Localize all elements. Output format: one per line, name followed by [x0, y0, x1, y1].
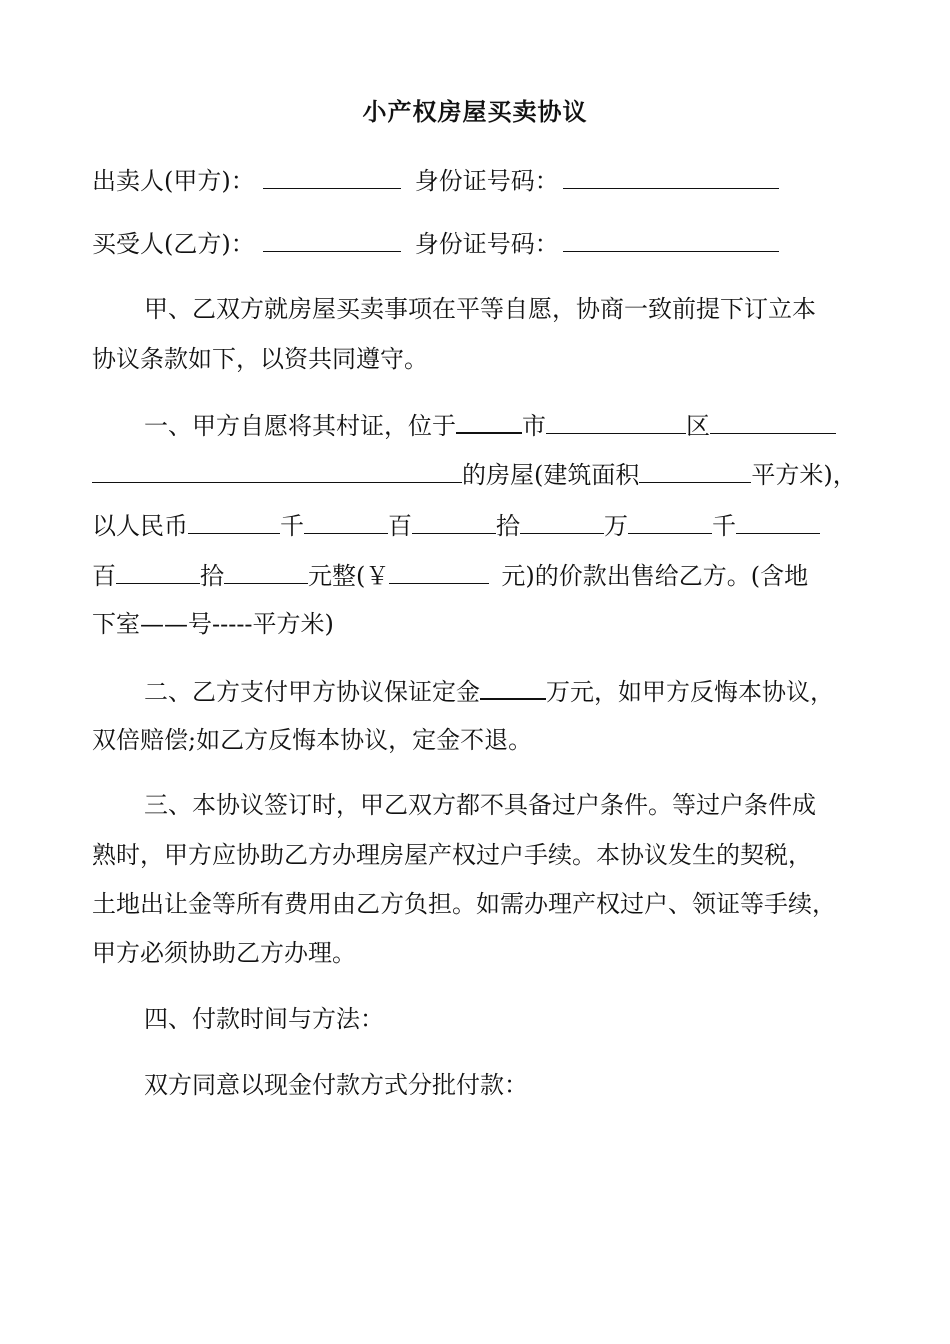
- amount-blank-2: [304, 509, 388, 534]
- deposit-terms-text: 双倍赔偿;如乙方反悔本协议，定金不退。: [92, 726, 533, 754]
- clause-1-line-4: [92, 559, 872, 592]
- amount-blank-3: [412, 509, 496, 534]
- intro-text-2: 协议条款如下，以资共同遵守。: [92, 345, 428, 373]
- clause-3-text-2: 熟时，甲方应协助乙方办理房屋产权过户手续。本协议发生的契税，: [92, 841, 812, 869]
- unit-bai-1: 百: [388, 512, 412, 540]
- clause-1-line-3: [92, 509, 872, 542]
- district-label: 区: [686, 412, 710, 440]
- area-blank: [639, 458, 751, 483]
- amount-blank-4: [520, 509, 604, 534]
- clause-4-paragraph: [144, 1069, 872, 1101]
- district-city-blank: [546, 409, 686, 434]
- unit-bai-2: 百: [92, 562, 116, 590]
- unit-qian-1: 千: [280, 512, 304, 540]
- amount-blank-8: [224, 559, 308, 584]
- district-blank: [710, 409, 836, 434]
- clause-3-line-3: [92, 888, 872, 920]
- clause-3-line-2: [92, 839, 872, 871]
- clause-3-line-1: [144, 789, 872, 821]
- basement-text: 下室——号-----平方米): [92, 610, 334, 638]
- clause-1-line-2: [92, 458, 872, 491]
- yuan-amount-blank: [389, 559, 489, 584]
- clause-1-line-5: [92, 608, 872, 640]
- yuan-zheng-label: 元整(￥: [308, 562, 390, 590]
- intro-line-1: [144, 293, 872, 325]
- deposit-blank: [480, 674, 546, 700]
- price-sale-text: 元)的价款出售给乙方。(含地: [501, 562, 809, 590]
- clause-3-text-1: 三、本协议签订时，甲乙双方都不具备过户条件。等过户条件成: [144, 791, 816, 819]
- seller-name-blank: [263, 164, 401, 189]
- intro-text-1: 甲、乙双方就房屋买卖事项在平等自愿，协商一致前提下订立本: [144, 295, 816, 323]
- clause-3-text-4: 甲方必须协助乙方办理。: [92, 939, 356, 967]
- buyer-line: [92, 227, 872, 260]
- seller-id-label: 身份证号码：: [414, 167, 559, 195]
- clause-3-text-3: 土地出让金等所有费用由乙方负担。如需办理产权过户、领证等手续，: [92, 890, 836, 918]
- buyer-name-blank: [263, 227, 401, 252]
- unit-wan: 万: [604, 512, 628, 540]
- seller-id-blank: [563, 164, 779, 189]
- seller-label: 出卖人(甲方)：: [92, 167, 255, 195]
- amount-blank-1: [188, 509, 280, 534]
- clause-4-heading: [144, 1003, 872, 1035]
- clause-2-line-1: [144, 674, 872, 708]
- rmb-label: 以人民币: [92, 512, 188, 540]
- unit-shi-1: 拾: [496, 512, 520, 540]
- buyer-id-label: 身份证号码：: [414, 230, 559, 258]
- clause-4-paragraph-text: 双方同意以现金付款方式分批付款：: [144, 1071, 528, 1099]
- amount-blank-5: [628, 509, 712, 534]
- document-title: 小产权房屋买卖协议: [362, 97, 588, 126]
- clause-1-location-text: 一、甲方自愿将其村证，位于: [144, 412, 456, 440]
- seller-line: [92, 164, 872, 197]
- deposit-unit-text: 万元，如甲方反悔本协议，: [546, 678, 834, 706]
- amount-blank-6: [736, 509, 820, 534]
- unit-qian-2: 千: [712, 512, 736, 540]
- city-blank: [456, 408, 522, 434]
- clause-3-line-4: [92, 937, 872, 969]
- city-label: 市: [522, 412, 546, 440]
- clause-4-heading-text: 四、付款时间与方法：: [144, 1005, 384, 1033]
- clause-2-line-2: [92, 724, 872, 756]
- address-blank: [92, 458, 462, 483]
- unit-shi-2: 拾: [200, 562, 224, 590]
- house-area-label: 的房屋(建筑面积: [462, 461, 640, 489]
- sqm-close-label: 平方米)，: [751, 461, 857, 489]
- clause-1-line-1: [144, 408, 872, 442]
- amount-blank-7: [116, 559, 200, 584]
- buyer-label: 买受人(乙方)：: [92, 230, 255, 258]
- buyer-id-blank: [563, 227, 779, 252]
- deposit-text: 二、乙方支付甲方协议保证定金: [144, 678, 480, 706]
- intro-line-2: [92, 343, 872, 375]
